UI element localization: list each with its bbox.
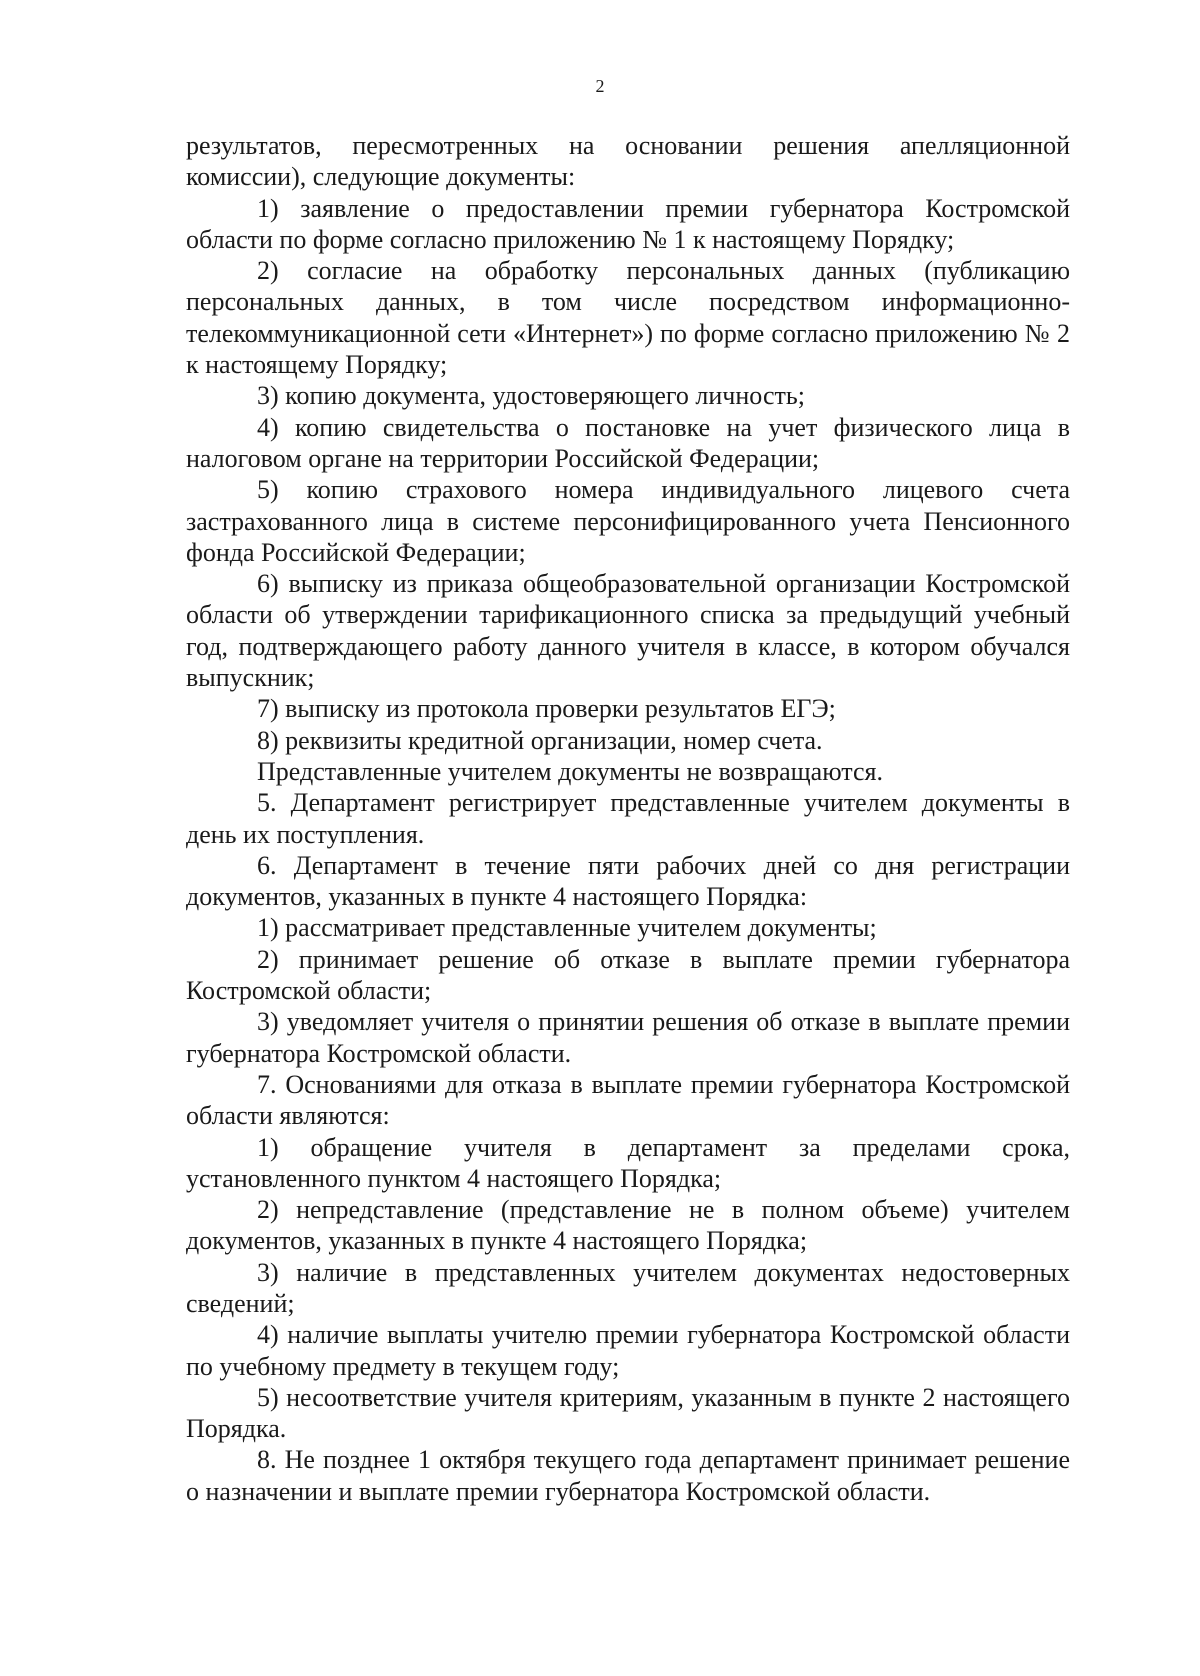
paragraph: 7. Основаниями для отказа в выплате премии губернатора Костромской области являются: bbox=[186, 1069, 1070, 1131]
paragraph: 3) наличие в представленных учителем документах недостоверных сведений; bbox=[186, 1257, 1070, 1318]
page-number: 2 bbox=[595, 76, 605, 96]
document-body bbox=[186, 130, 1070, 1507]
paragraph: 2) непредставление (представление не в полном объеме) учителем документов, указанных в пункте 4 настоящего Порядка; bbox=[186, 1195, 1070, 1256]
paragraph: 8. Не позднее 1 октября текущего года департамент принимает решение о назначении и выплате премии губернатора Костромской области. bbox=[186, 1445, 1070, 1506]
paragraph: 2) принимает решение об отказе в выплате премии губернатора Костромской области; bbox=[186, 944, 1070, 1006]
paragraph: 6. Департамент в течение пяти рабочих дней со дня регистрации документов, указанных в пункте 4 настоящего Порядка: bbox=[186, 850, 1070, 912]
paragraph: 6) выписку из приказа общеобразовательной организации Костромской области об утверждении тарификационного списка за предыдущий учебный год, подтверждающего работу данного учителя в классе, в котором обучался выпускник; bbox=[186, 569, 1070, 693]
paragraph: результатов, пересмотренных на основании решения апелляционной комиссии), следующие документы: bbox=[186, 131, 1070, 192]
paragraph: 4) копию свидетельства о постановке на учет физического лица в налоговом органе на территории Российской Федерации; bbox=[186, 412, 1070, 473]
paragraph: 1) заявление о предоставлении премии губернатора Костромской области по форме согласно приложению № 1 к настоящему Порядку; bbox=[186, 193, 1070, 254]
paragraph: 4) наличие выплаты учителю премии губернатора Костромской области по учебному предмету в текущем году; bbox=[186, 1320, 1070, 1381]
paragraph: 1) обращение учителя в департамент за пределами срока, установленного пунктом 4 настоящего Порядка; bbox=[186, 1132, 1070, 1193]
paragraph: 3) уведомляет учителя о принятии решения об отказе в выплате премии губернатора Костромской области. bbox=[186, 1007, 1070, 1068]
paragraph: 3) копию документа, удостоверяющего личность; bbox=[257, 381, 805, 411]
paragraph: 5. Департамент регистрирует представленные учителем документы в день их поступления. bbox=[186, 788, 1070, 849]
paragraph: Представленные учителем документы не возвращаются. bbox=[257, 756, 883, 786]
paragraph: 5) копию страхового номера индивидуального лицевого счета застрахованного лица в системе персонифицированного учета Пенсионного фонда Российской Федерации; bbox=[186, 475, 1070, 567]
paragraph: 5) несоответствие учителя критериям, указанным в пункте 2 настоящего Порядка. bbox=[186, 1382, 1070, 1444]
paragraph: 2) согласие на обработку персональных данных (публикацию персональных данных, в том числе посредством информационно-телекоммуникационной сети «Интернет») по форме согласно приложению № 2 к настоящему Порядку; bbox=[186, 256, 1070, 380]
paragraph: 7) выписку из протокола проверки результатов ЕГЭ; bbox=[257, 694, 836, 724]
paragraph: 1) рассматривает представленные учителем документы; bbox=[257, 913, 877, 943]
paragraph: 8) реквизиты кредитной организации, номер счета. bbox=[257, 725, 823, 755]
